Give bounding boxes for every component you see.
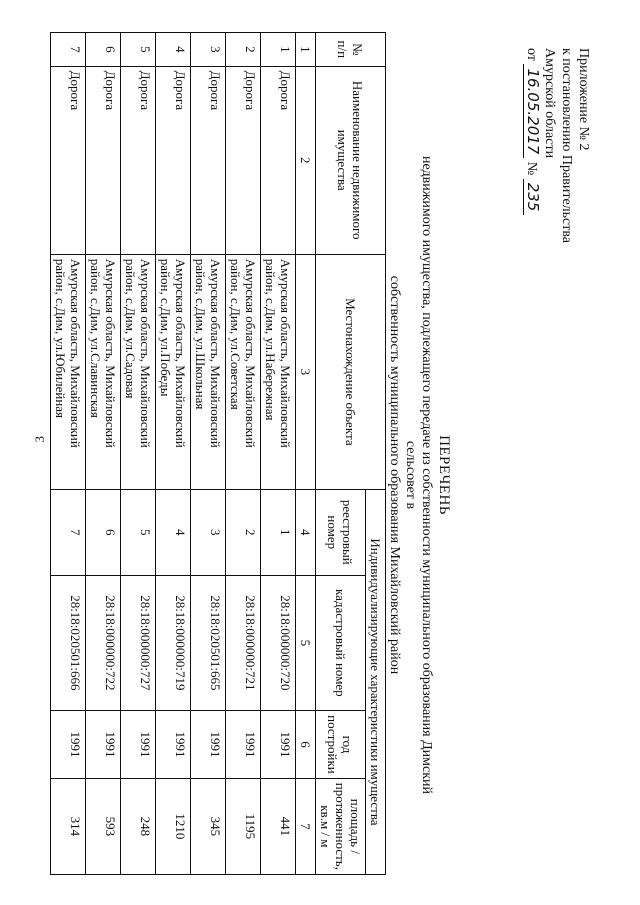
column-number-row [296,33,316,875]
column-number: 7 [296,778,316,874]
property-location: Амурская область, Михайловский район, с.Дим, ул.Победы [156,254,191,489]
cadastral-number: 28:18:000000:722 [86,575,121,711]
registry-number: 5 [121,489,156,575]
header-characteristics-group: Индивидуализирующие характеристики имущества [366,489,386,874]
property-name: Дорога [226,66,261,254]
column-number: 2 [296,66,316,254]
property-location: Амурская область, Михайловский район, с.Дим, ул.Советская [226,254,261,489]
handwritten-number: 235 [523,179,542,216]
property-location: Амурская область, Михайловский район, с.Дим, ул.Школьная [191,254,226,489]
registry-number: 2 [226,489,261,575]
header-num: № п/п [316,33,386,67]
appendix-header [523,48,592,243]
column-number: 4 [296,489,316,575]
registry-number: 1 [261,489,296,575]
number-prefix: № [524,161,539,176]
title-line-2: собственность муниципального образования Михайловский район [387,275,402,675]
table-row [261,33,296,875]
property-location: Амурская область, Михайловский район, с.Дим, ул.Набережная [261,254,296,489]
header-location: Местонахождение объекта [316,254,386,489]
area-length: 1210 [156,778,191,874]
year-built: 1991 [156,711,191,779]
property-name: Дорога [156,66,191,254]
date-prefix: от [524,48,539,61]
appendix-region-line: Амурской области [542,48,557,159]
row-number: 6 [86,33,121,67]
document-title: ПЕРЕЧЕНЬ [436,435,452,515]
page-number: 3 [32,436,47,443]
handwritten-date: 16.05.2017 [523,64,542,158]
header-area-length: площадь / протяженность, кв.м / м [316,778,366,874]
registry-number: 6 [86,489,121,575]
table-row [86,33,121,875]
appendix-date-line [523,48,541,243]
year-built: 1991 [261,711,296,779]
column-number: 6 [296,711,316,779]
year-built: 1991 [226,711,261,779]
area-length: 248 [121,778,156,874]
cadastral-number: 28:18:020501:665 [191,575,226,711]
registry-number: 3 [191,489,226,575]
year-built: 1991 [86,711,121,779]
property-name: Дорога [121,66,156,254]
column-number: 3 [296,254,316,489]
registry-number: 4 [156,489,191,575]
header-name: Наименование недвижимого имущества [316,66,386,254]
property-name: Дорога [51,66,86,254]
table-row [191,33,226,875]
column-number: 1 [296,33,316,67]
title-line-1: недвижимого имущества, подлежащего передаче из собственности муниципального образования Димский сельсовет в [403,155,434,795]
appendix-resolution-line: к постановлению Правительства [559,48,574,244]
header-registry-number: реестровый номер [316,489,366,575]
table-row [156,33,191,875]
row-number: 3 [191,33,226,67]
cadastral-number: 28:18:000000:719 [156,575,191,711]
cadastral-number: 28:18:000000:721 [226,575,261,711]
area-length: 593 [86,778,121,874]
area-length: 314 [51,778,86,874]
appendix-number: Приложение № 2 [576,48,591,151]
row-number: 4 [156,33,191,67]
registry-number: 7 [51,489,86,575]
header-year-built: год постройки [316,711,366,779]
cadastral-number: 28:18:000000:720 [261,575,296,711]
property-name: Дорога [191,66,226,254]
cadastral-number: 28:18:020501:666 [51,575,86,711]
document-title-block [386,130,452,820]
row-number: 7 [51,33,86,67]
property-table [50,32,386,875]
row-number: 2 [226,33,261,67]
property-location: Амурская область, Михайловский район, с.Дим, ул.Садовая [121,254,156,489]
table-row [121,33,156,875]
table-row [51,33,86,875]
table-row [226,33,261,875]
row-number: 1 [261,33,296,67]
area-length: 345 [191,778,226,874]
property-location: Амурская область, Михайловский район, с.Дим, ул.Славинская [86,254,121,489]
area-length: 441 [261,778,296,874]
header-cadastral-number: кадастровый номер [316,575,366,711]
row-number: 5 [121,33,156,67]
year-built: 1991 [121,711,156,779]
area-length: 1195 [226,778,261,874]
property-name: Дорога [86,66,121,254]
column-number: 5 [296,575,316,711]
property-location: Амурская область, Михайловский район, с.Дим, ул.Юбилейная [51,254,86,489]
property-name: Дорога [261,66,296,254]
year-built: 1991 [191,711,226,779]
cadastral-number: 28:18:000000:727 [121,575,156,711]
year-built: 1991 [51,711,86,779]
